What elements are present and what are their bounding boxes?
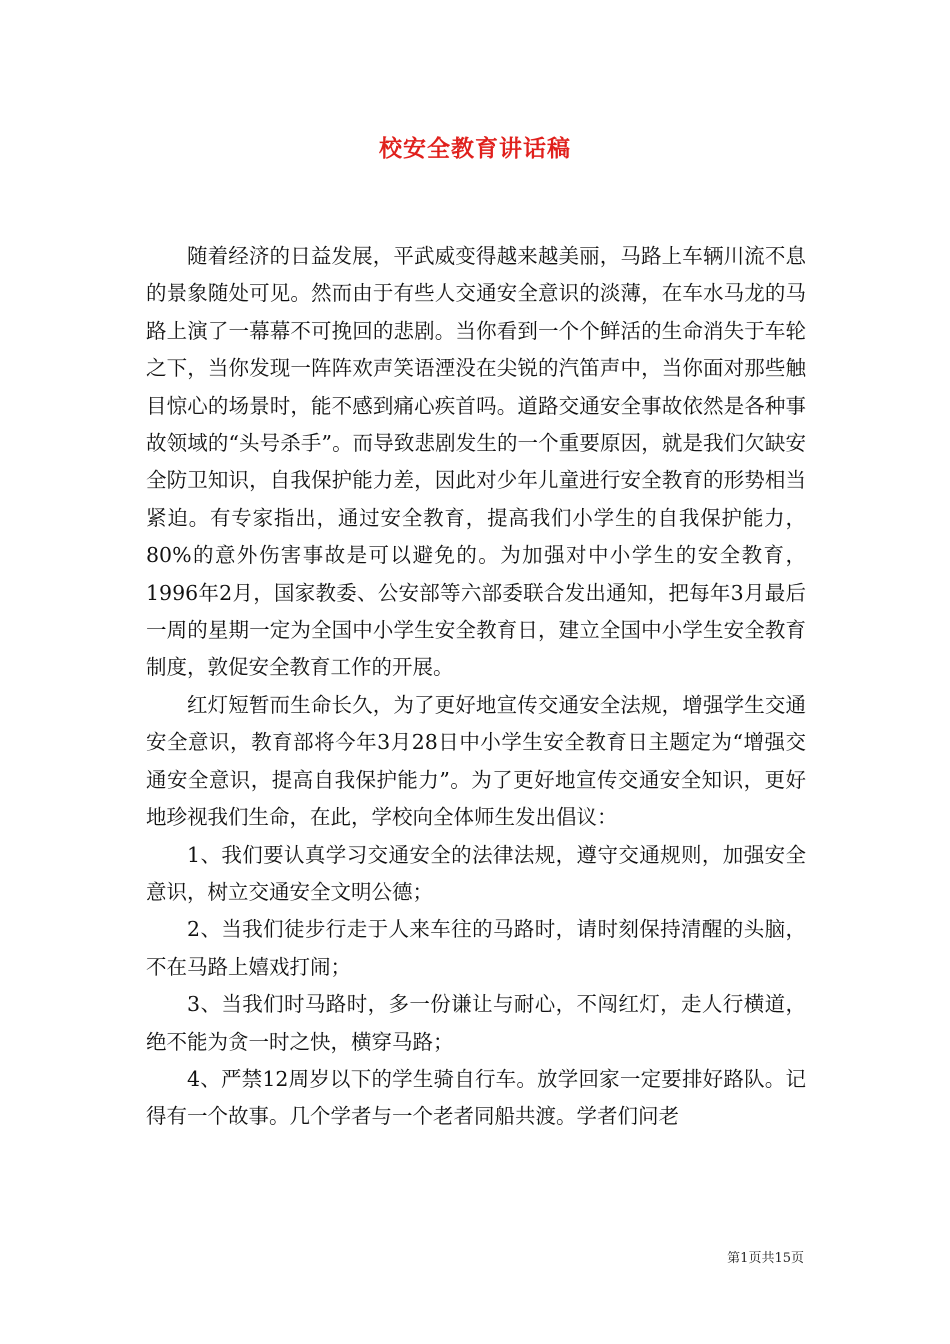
list-item-4: 4、严禁12周岁以下的学生骑自行车。放学回家一定要排好路队。记得有一个故事。几个学者与一个老者同船共渡。学者们问老 [146, 1066, 806, 1129]
list-item-2: 2、当我们徒步行走于人来车往的马路时，请时刻保持清醒的头脑，不在马路上嬉戏打闹； [146, 917, 806, 979]
paragraph-intro: 随着经济的日益发展，平武威变得越来越美丽，马路上车辆川流不息的景象随处可见。然而由于有些人交通安全意识的淡薄，在车水马龙的马路上演了一幕幕不可挽回的悲剧。当你看到一个个鲜活的生命消失于车轮之下，当你发现一阵阵欢声笑语湮没在尖锐的汽笛声中，当你面对那些触目惊心的场景时，能不感到痛心疾首吗。道路交通安全事故依然是各种事故领域的“头号杀手”。而导致悲剧发生的一个重要原因，就是我们欠缺安全防卫知识，自我保护能力差，因此对少年儿童进行安全教育的形势相当紧迫。有专家指出，通过安全教育，提高我们小学生的自我保护能力，80%的意外伤害事故是可以避免的。为加强对中小学生的安全教育，1996年2月，国家教委、公安部等六部委联合发出通知，把每年3月最后一周的星期一定为全国中小学生安全教育日，建立全国中小学生安全教育制度，敦促安全教育工作的开展。 [146, 244, 806, 680]
page-title: 校安全教育讲话稿 [379, 135, 571, 162]
page-number: 第1页共15页 [727, 1251, 804, 1266]
list-item-3: 3、当我们时马路时，多一份谦让与耐心，不闯红灯，走人行横道，绝不能为贪一时之快，横穿马路； [146, 992, 806, 1054]
paragraph-initiative: 红灯短暂而生命长久，为了更好地宣传交通安全法规，增强学生交通安全意识，教育部将今年3月28日中小学生安全教育日主题定为“增强交通安全意识，提高自我保护能力”。为了更好地宣传交通安全知识，更好地珍视我们生命，在此，学校向全体师生发出倡议： [146, 692, 806, 830]
body-text [146, 238, 806, 1136]
list-item-1: 1、我们要认真学习交通安全的法律法规，遵守交通规则，加强安全意识，树立交通安全文明公德； [146, 842, 806, 904]
